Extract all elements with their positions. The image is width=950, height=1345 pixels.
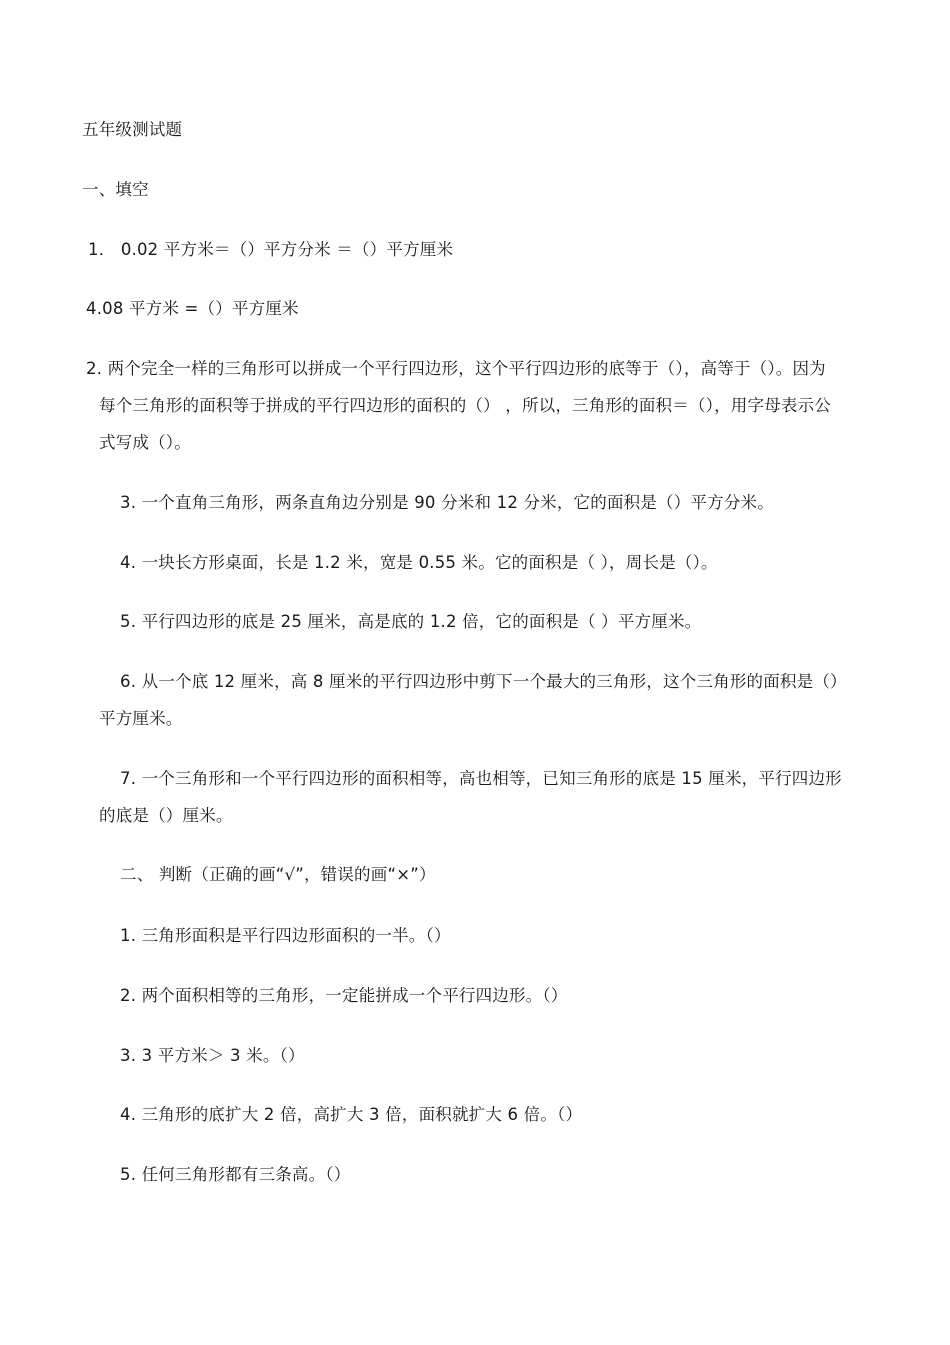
question-7-line1: 7. 一个三角形和一个平行四边形的面积相等，高也相等，已知三角形的底是 15 厘米，平行四边形 — [120, 769, 842, 788]
question-1b: 4.08 平方米 =（）平方厘米 — [86, 299, 299, 318]
judge-4: 4. 三角形的底扩大 2 倍，高扩大 3 倍，面积就扩大 6 倍。（） — [120, 1105, 583, 1124]
section1-heading: 一、填空 — [82, 180, 149, 199]
question-6-line2: 平方厘米。 — [99, 709, 183, 728]
question-7-line2: 的底是（）厘米。 — [99, 806, 233, 825]
question-2-line1: 2. 两个完全一样的三角形可以拼成一个平行四边形，这个平行四边形的底等于（），高等于（）。因为 — [86, 359, 826, 378]
question-4: 4. 一块长方形桌面，长是 1.2 米，宽是 0.55 米。它的面积是（ ），周长是（）。 — [120, 553, 718, 572]
question-6-line1: 6. 从一个底 12 厘米，高 8 厘米的平行四边形中剪下一个最大的三角形，这个三角形的面积是（） — [120, 672, 847, 691]
question-5: 5. 平行四边形的底是 25 厘米，高是底的 1.2 倍，它的面积是（ ）平方厘米。 — [120, 612, 702, 631]
question-3: 3. 一个直角三角形，两条直角边分别是 90 分米和 12 分米，它的面积是（）平方分米。 — [120, 493, 774, 512]
question-1a: 1． 0.02 平方米＝（）平方分米 ＝（）平方厘米 — [88, 240, 454, 259]
judge-5: 5. 任何三角形都有三条高。（） — [120, 1165, 351, 1184]
section2-heading: 二、 判断（正确的画“√”，错误的画“×”） — [120, 865, 436, 884]
question-2-line3: 式写成（）。 — [99, 433, 191, 452]
judge-3: 3. 3 平方米＞ 3 米。（） — [120, 1046, 305, 1065]
judge-1: 1. 三角形面积是平行四边形面积的一半。（） — [120, 926, 451, 945]
question-2-line2: 每个三角形的面积等于拼成的平行四边形的面积的（） ，所以，三角形的面积＝（），用字母表示公 — [99, 396, 831, 415]
doc-title: 五年级测试题 — [82, 120, 183, 139]
judge-2: 2. 两个面积相等的三角形，一定能拼成一个平行四边形。（） — [120, 986, 568, 1005]
